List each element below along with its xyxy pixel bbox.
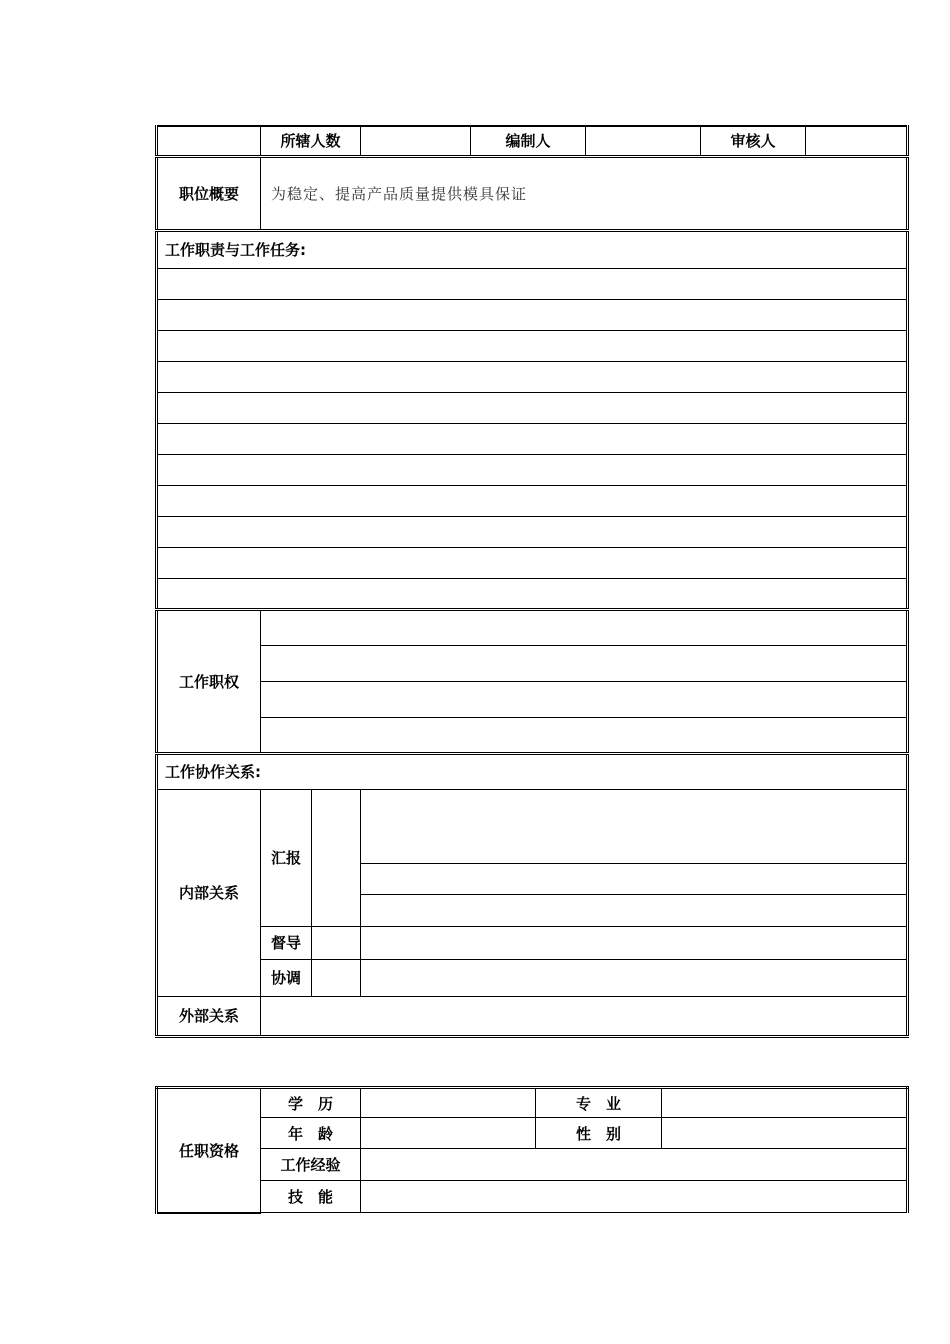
summary-text[interactable]: 为稳定、提高产品质量提供模具保证 xyxy=(261,156,908,230)
duty-row[interactable] xyxy=(157,361,908,392)
major-value[interactable] xyxy=(662,1088,908,1118)
headcount-label: 所辖人数 xyxy=(261,126,361,156)
external-relation-value[interactable] xyxy=(261,996,908,1036)
gender-value[interactable] xyxy=(662,1118,908,1149)
authority-row[interactable] xyxy=(261,717,908,753)
preparer-value[interactable] xyxy=(586,126,701,156)
qualifications-table xyxy=(155,1086,909,1214)
duty-row[interactable] xyxy=(157,330,908,361)
authority-label: 工作职权 xyxy=(157,609,261,753)
qualifications-label: 任职资格 xyxy=(157,1088,261,1213)
duty-row[interactable] xyxy=(157,547,908,578)
duty-row[interactable] xyxy=(157,516,908,547)
external-relation-label: 外部关系 xyxy=(157,996,261,1036)
duty-row[interactable] xyxy=(157,299,908,330)
supervise-cell xyxy=(261,926,361,959)
report-row[interactable] xyxy=(361,864,908,895)
blank-cell xyxy=(157,126,261,156)
coordinate-row[interactable] xyxy=(361,959,908,996)
duty-row[interactable] xyxy=(157,578,908,609)
supervise-label: 督导 xyxy=(261,927,312,959)
reviewer-label: 审核人 xyxy=(701,126,806,156)
duty-row[interactable] xyxy=(157,268,908,299)
duty-row[interactable] xyxy=(157,423,908,454)
authority-row[interactable] xyxy=(261,609,908,645)
report-row[interactable] xyxy=(361,895,908,926)
report-label-text: 汇报 xyxy=(261,790,312,926)
internal-relation-label: 内部关系 xyxy=(157,789,261,996)
age-value[interactable] xyxy=(361,1118,536,1149)
report-label xyxy=(261,789,361,926)
preparer-label: 编制人 xyxy=(471,126,586,156)
headcount-value[interactable] xyxy=(361,126,471,156)
duty-row[interactable] xyxy=(157,392,908,423)
authority-row[interactable] xyxy=(261,645,908,681)
age-label: 年 龄 xyxy=(261,1118,361,1149)
supervise-row[interactable] xyxy=(361,926,908,959)
duty-row[interactable] xyxy=(157,485,908,516)
skills-value[interactable] xyxy=(361,1181,908,1213)
skills-label: 技 能 xyxy=(261,1181,361,1213)
gender-label: 性 别 xyxy=(536,1118,662,1149)
experience-label: 工作经验 xyxy=(261,1149,361,1181)
job-description-table xyxy=(155,125,909,1038)
education-label: 学 历 xyxy=(261,1088,361,1118)
summary-label: 职位概要 xyxy=(157,156,261,230)
duties-heading: 工作职责与工作任务: xyxy=(157,230,908,268)
coordinate-cell xyxy=(261,959,361,996)
major-label: 专 业 xyxy=(536,1088,662,1118)
reviewer-value[interactable] xyxy=(806,126,908,156)
coordinate-label: 协调 xyxy=(261,960,312,996)
report-row[interactable] xyxy=(361,789,908,864)
duty-row[interactable] xyxy=(157,454,908,485)
cooperation-heading: 工作协作关系: xyxy=(157,753,908,789)
authority-row[interactable] xyxy=(261,681,908,717)
education-value[interactable] xyxy=(361,1088,536,1118)
experience-value[interactable] xyxy=(361,1149,908,1181)
